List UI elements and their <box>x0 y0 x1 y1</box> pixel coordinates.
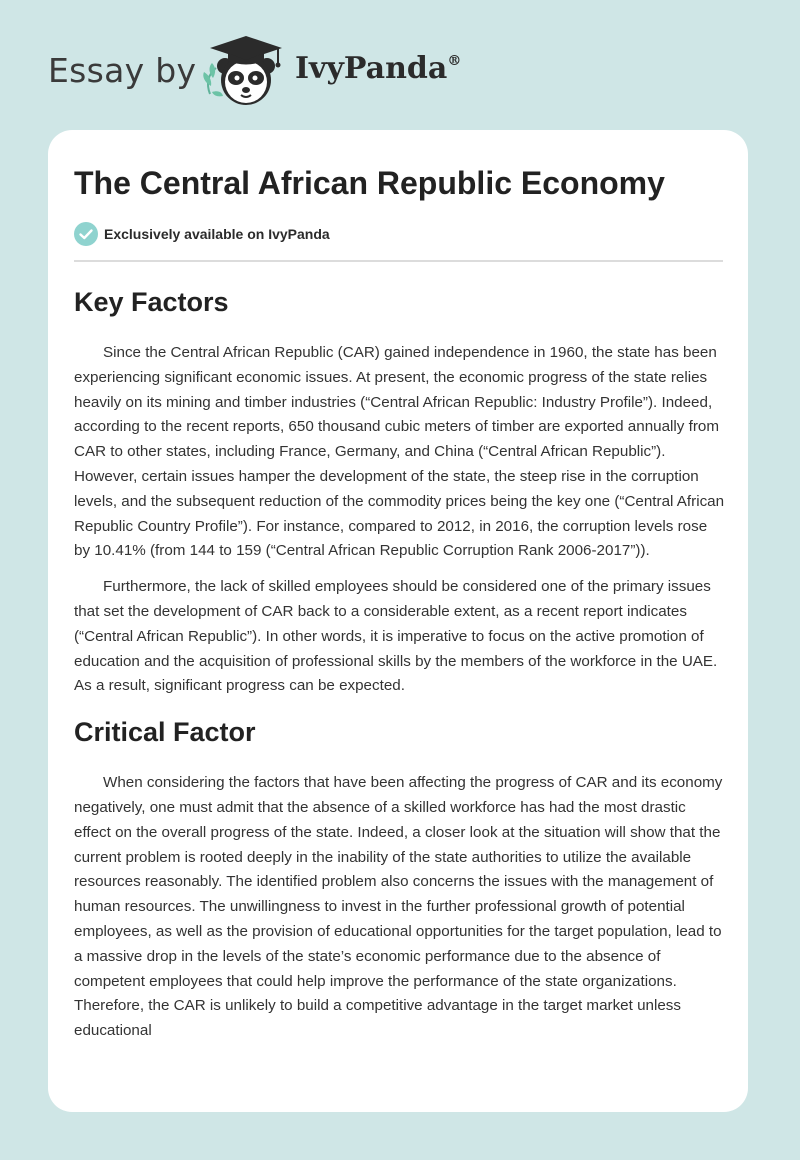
paragraph: Since the Central African Republic (CAR) gained independence in 1960, the state has been experiencing significant economic issues. At present, the economic progress of the state relies heavily on its mining and timber industries (“Central African Republic: Industry Profile”). Indeed, according to the recent reports, 650 thousand cubic meters of timber are exported annually from CAR to other states, including France, Germany, and China (“Central African Republic”). However, certain issues hamper the development of the state, the steep rise in the corruption levels, and the subsequent reduction of the commodity prices being the key one (“Central African Republic Country Profile”). For instance, compared to 2012, in 2016, the corruption levels rose by 10.41% (from 144 to 159 (“Central African Republic Corruption Rank 2006-2017”)). <box>74 344 725 560</box>
paragraph: Furthermore, the lack of skilled employees should be considered one of the primary issues that set the development of CAR back to a considerable extent, as a recent report indicates (“Central African Republic”). In other words, it is imperative to focus on the active promotion of education and the acquisition of professional skills by the members of the workforce in the UAE. As a result, significant progress can be expected. <box>74 578 718 695</box>
exclusive-badge <box>74 222 330 246</box>
brand-name[interactable] <box>295 51 461 86</box>
article-card <box>48 130 748 1112</box>
panda-graduate-icon[interactable] <box>198 30 290 110</box>
brand-prefix: Essay by <box>48 51 197 90</box>
section-heading-critical-factor: Critical Factor <box>74 717 256 748</box>
title-divider <box>74 260 723 262</box>
registered-mark: ® <box>447 53 462 69</box>
site-header <box>0 0 800 130</box>
paragraph: When considering the factors that have been affecting the progress of CAR and its economy negatively, one must admit that the absence of a skilled workforce has had the most drastic effect on the overall progress of the state. Indeed, a closer look at the situation will show that the current problem is rooted deeply in the inability of the state authorities to utilize the available resources reasonably. The identified problem also concerns the issues with the management of human resources. The unwillingness to invest in the further professional growth of potential employees, as well as the provision of educational opportunities for the target population, lead to a massive drop in the levels of the state’s economic performance due to the absence of competent employees that could help improve the performance of the state organizations. Therefore, the CAR is unlikely to build a competitive advantage in the target market unless educational <box>74 774 723 1040</box>
article-body <box>74 280 726 1055</box>
check-circle-icon <box>74 222 98 246</box>
article-title: The Central African Republic Economy <box>74 165 665 201</box>
exclusive-badge-text: Exclusively available on IvyPanda <box>104 226 330 242</box>
brand-name-text: IvyPanda <box>295 51 448 86</box>
section-heading-key-factors: Key Factors <box>74 287 229 317</box>
